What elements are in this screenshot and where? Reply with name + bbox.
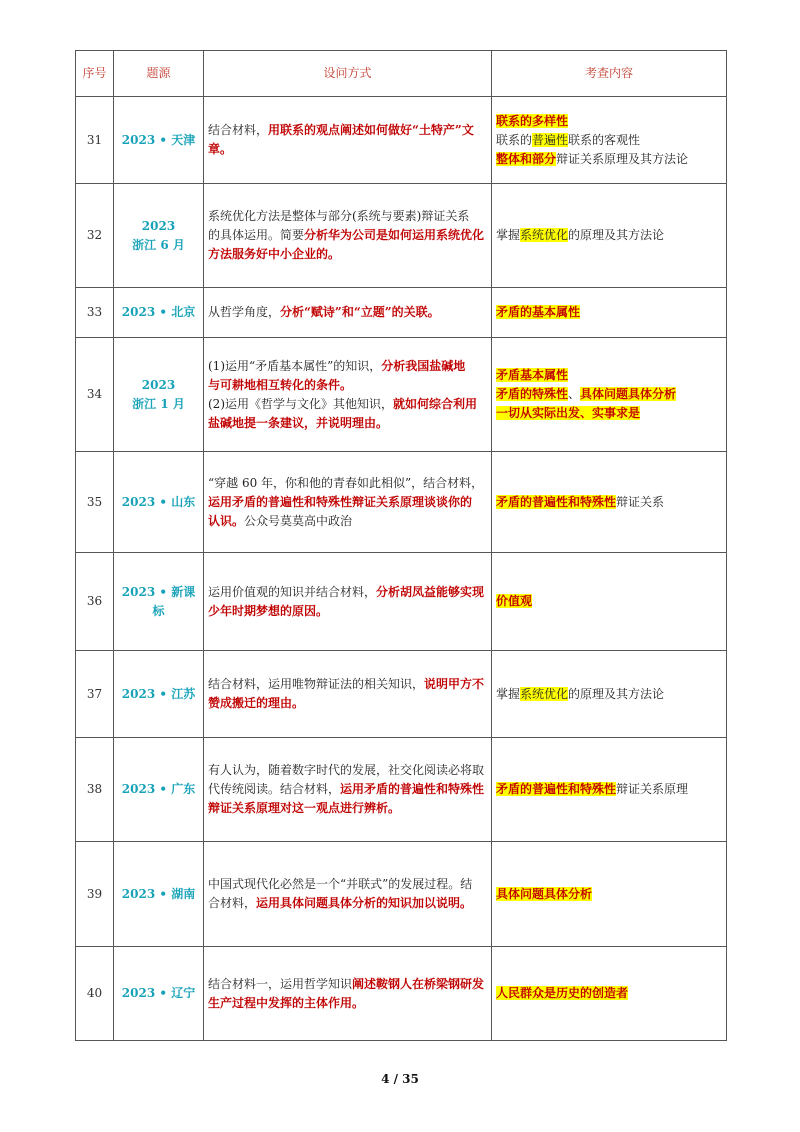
seq-cell: 39 bbox=[76, 842, 114, 947]
text-line bbox=[208, 694, 487, 713]
table-row bbox=[76, 288, 727, 338]
highlight-text: 系统优化 bbox=[520, 686, 569, 701]
question-cell bbox=[204, 338, 492, 452]
emphasis-text: 少年时期梦想的原因。 bbox=[208, 603, 329, 618]
plain-text: 联系的客观性 bbox=[568, 132, 641, 147]
text-line bbox=[496, 150, 722, 169]
table-row bbox=[76, 184, 727, 288]
text-line bbox=[208, 493, 487, 512]
text-line bbox=[208, 799, 487, 818]
source-line: 2023 • 天津 bbox=[121, 132, 196, 147]
text-line bbox=[496, 780, 722, 799]
text-line bbox=[496, 493, 722, 512]
plain-text: 系统优化方法是整体与部分(系统与要素)辩证关系 bbox=[208, 209, 470, 223]
text-line bbox=[496, 112, 722, 131]
emphasis-text: 方法服务好中小企业的。 bbox=[208, 247, 341, 261]
question-cell bbox=[204, 651, 492, 738]
seq-cell: 38 bbox=[76, 738, 114, 842]
highlight-text: 矛盾的特殊性 bbox=[496, 387, 569, 401]
content-cell bbox=[492, 338, 727, 452]
emphasis-text: 分析胡凤益能够实现 bbox=[376, 584, 485, 599]
text-line bbox=[208, 121, 487, 140]
page-number: 4 / 35 bbox=[381, 1072, 419, 1086]
text-line bbox=[496, 303, 722, 322]
seq-cell: 34 bbox=[76, 338, 114, 452]
text-line bbox=[208, 207, 487, 226]
source-cell bbox=[114, 97, 204, 184]
question-cell bbox=[204, 553, 492, 651]
highlight-text: 人民群众是历史的创造者 bbox=[496, 986, 629, 1000]
emphasis-text: 辩证关系原理对这一观点进行辨析。 bbox=[208, 801, 401, 815]
table-row bbox=[76, 842, 727, 947]
emphasis-text: 运用具体问题具体分析的知识加以说明。 bbox=[256, 896, 473, 910]
seq-cell: 33 bbox=[76, 288, 114, 338]
source-line: 2023 • 辽宁 bbox=[121, 986, 196, 1000]
seq-cell: 31 bbox=[76, 97, 114, 184]
text-line bbox=[496, 226, 722, 245]
question-cell bbox=[204, 288, 492, 338]
text-line bbox=[208, 357, 487, 376]
seq-cell: 40 bbox=[76, 947, 114, 1041]
plain-text: 、 bbox=[568, 387, 581, 401]
question-table bbox=[75, 50, 727, 1041]
text-line bbox=[208, 761, 487, 780]
content-cell bbox=[492, 651, 727, 738]
plain-text: 代传统阅读。结合材料， bbox=[208, 782, 341, 796]
plain-text: “穿越 60 年，你和他的青春如此相似”，结合材料， bbox=[208, 475, 484, 490]
seq-cell: 36 bbox=[76, 553, 114, 651]
plain-text: 的原理及其方法论 bbox=[568, 228, 665, 242]
emphasis-text: 与可耕地相互转化的条件。 bbox=[208, 377, 353, 392]
text-line bbox=[208, 395, 487, 414]
seq-cell: 35 bbox=[76, 452, 114, 553]
emphasis-text: 分析“赋诗”和“立题”的关联。 bbox=[280, 305, 440, 319]
text-line bbox=[496, 131, 722, 150]
text-line bbox=[208, 583, 487, 602]
plain-text: 有人认为，随着数字时代的发展，社交化阅读必将取 bbox=[208, 763, 485, 777]
highlight-text: 联系的多样性 bbox=[496, 113, 569, 128]
content-cell bbox=[492, 184, 727, 288]
seq-cell: 32 bbox=[76, 184, 114, 288]
text-line bbox=[208, 245, 487, 264]
text-line bbox=[208, 226, 487, 245]
emphasis-text: 说明甲方不 bbox=[424, 677, 485, 691]
source-line: 浙江 6 月 bbox=[132, 237, 185, 252]
table-row bbox=[76, 452, 727, 553]
source-line: 2023 bbox=[141, 218, 176, 233]
question-cell bbox=[204, 842, 492, 947]
source-cell bbox=[114, 738, 204, 842]
text-line bbox=[208, 376, 487, 395]
table-row bbox=[76, 338, 727, 452]
text-line bbox=[208, 303, 487, 322]
text-line bbox=[496, 592, 722, 611]
emphasis-text: 认识。 bbox=[208, 513, 245, 528]
content-cell bbox=[492, 842, 727, 947]
table-row bbox=[76, 651, 727, 738]
text-line bbox=[208, 675, 487, 694]
table-body bbox=[76, 97, 727, 1041]
header-source: 题源 bbox=[114, 51, 204, 97]
highlight-text: 具体问题具体分析 bbox=[580, 387, 677, 401]
plain-text: 结合材料，运用唯物辩证法的相关知识， bbox=[208, 677, 425, 691]
text-line bbox=[208, 602, 487, 621]
plain-text: (1)运用“矛盾基本属性”的知识， bbox=[208, 358, 382, 373]
table-header-row bbox=[76, 51, 727, 97]
highlight-text: 整体和部分 bbox=[496, 151, 557, 166]
highlight-text: 系统优化 bbox=[520, 228, 569, 242]
text-line bbox=[208, 512, 487, 531]
plain-text: 公众号莫莫高中政治 bbox=[244, 513, 353, 528]
content-cell bbox=[492, 553, 727, 651]
emphasis-text: 生产过程中发挥的主体作用。 bbox=[208, 995, 365, 1010]
emphasis-text: 就如何综合利用 bbox=[393, 396, 478, 411]
text-line bbox=[208, 140, 487, 159]
plain-text: 联系的 bbox=[496, 132, 533, 147]
text-line bbox=[496, 366, 722, 385]
question-cell bbox=[204, 738, 492, 842]
source-cell bbox=[114, 842, 204, 947]
source-cell bbox=[114, 553, 204, 651]
text-line bbox=[496, 404, 722, 423]
plain-text: 掌握 bbox=[496, 686, 521, 701]
table-row bbox=[76, 97, 727, 184]
question-cell bbox=[204, 184, 492, 288]
text-line bbox=[208, 414, 487, 433]
plain-text: 中国式现代化必然是一个“并联式”的发展过程。结 bbox=[208, 877, 473, 891]
plain-text: 掌握 bbox=[496, 228, 521, 242]
source-line: 浙江 1 月 bbox=[132, 396, 185, 411]
highlight-text: 具体问题具体分析 bbox=[496, 886, 593, 901]
text-line bbox=[496, 385, 722, 404]
emphasis-text: 运用矛盾的普遍性和特殊性 bbox=[340, 782, 485, 796]
text-line bbox=[208, 474, 487, 493]
text-line bbox=[208, 994, 487, 1013]
source-line: 2023 • 北京 bbox=[121, 305, 196, 319]
text-line bbox=[208, 780, 487, 799]
source-cell bbox=[114, 651, 204, 738]
plain-text: 结合材料， bbox=[208, 123, 269, 137]
plain-text: 的具体运用。简要 bbox=[208, 228, 305, 242]
highlight-text: 矛盾基本属性 bbox=[496, 368, 569, 382]
table-row bbox=[76, 947, 727, 1041]
header-seq: 序号 bbox=[76, 51, 114, 97]
plain-text: 运用价值观的知识并结合材料， bbox=[208, 584, 377, 599]
highlight-text: 矛盾的基本属性 bbox=[496, 305, 581, 319]
source-line: 2023 • 广东 bbox=[121, 782, 196, 796]
content-cell bbox=[492, 452, 727, 553]
text-line bbox=[208, 975, 487, 994]
emphasis-text: 赞成搬迁的理由。 bbox=[208, 696, 305, 710]
plain-text: 辩证关系 bbox=[616, 494, 665, 509]
plain-text: 的原理及其方法论 bbox=[568, 686, 665, 701]
table-row bbox=[76, 738, 727, 842]
source-line: 2023 • 湖南 bbox=[121, 886, 196, 901]
highlight-text: 价值观 bbox=[496, 594, 533, 608]
text-line bbox=[208, 875, 487, 894]
question-cell bbox=[204, 97, 492, 184]
emphasis-text: 用联系的观点阐述如何做好“土特产”文 bbox=[268, 123, 474, 137]
content-cell bbox=[492, 288, 727, 338]
table-row bbox=[76, 553, 727, 651]
source-line: 2023 • 江苏 bbox=[121, 686, 196, 701]
text-line bbox=[496, 685, 722, 704]
highlight-text: 矛盾的普遍性和特殊性 bbox=[496, 494, 617, 509]
source-line: 2023 • 山东 bbox=[121, 494, 196, 509]
plain-text: 合材料， bbox=[208, 896, 257, 910]
plain-text: 辩证关系原理 bbox=[616, 782, 689, 796]
source-cell bbox=[114, 184, 204, 288]
source-cell bbox=[114, 288, 204, 338]
emphasis-text: 分析我国盐碱地 bbox=[381, 358, 466, 373]
source-cell bbox=[114, 947, 204, 1041]
plain-text: 从哲学角度， bbox=[208, 305, 281, 319]
emphasis-text: 运用矛盾的普遍性和特殊性辩证关系原理谈谈你的 bbox=[208, 494, 473, 509]
source-line: 2023 bbox=[141, 377, 176, 392]
plain-text: 辩证关系原理及其方法论 bbox=[556, 151, 689, 166]
text-line bbox=[208, 894, 487, 913]
source-line: 2023 • 新课标 bbox=[121, 584, 196, 618]
header-content: 考查内容 bbox=[492, 51, 727, 97]
question-cell bbox=[204, 452, 492, 553]
highlight-text: 普遍性 bbox=[532, 132, 569, 147]
emphasis-text: 章。 bbox=[208, 142, 233, 156]
seq-cell: 37 bbox=[76, 651, 114, 738]
content-cell bbox=[492, 738, 727, 842]
source-cell bbox=[114, 338, 204, 452]
highlight-text: 一切从实际出发、实事求是 bbox=[496, 406, 641, 420]
content-cell bbox=[492, 97, 727, 184]
text-line bbox=[496, 984, 722, 1003]
source-cell bbox=[114, 452, 204, 553]
emphasis-text: 阐述鞍钢人在桥梁钢研发 bbox=[352, 976, 485, 991]
highlight-text: 矛盾的普遍性和特殊性 bbox=[496, 782, 617, 796]
content-cell bbox=[492, 947, 727, 1041]
header-question: 设问方式 bbox=[204, 51, 492, 97]
question-cell bbox=[204, 947, 492, 1041]
emphasis-text: 分析华为公司是如何运用系统优化 bbox=[304, 228, 485, 242]
plain-text: 结合材料一，运用哲学知识 bbox=[208, 976, 353, 991]
plain-text: (2)运用《哲学与文化》其他知识， bbox=[208, 396, 393, 411]
text-line bbox=[496, 885, 722, 904]
emphasis-text: 盐碱地提一条建议，并说明理由。 bbox=[208, 415, 389, 430]
